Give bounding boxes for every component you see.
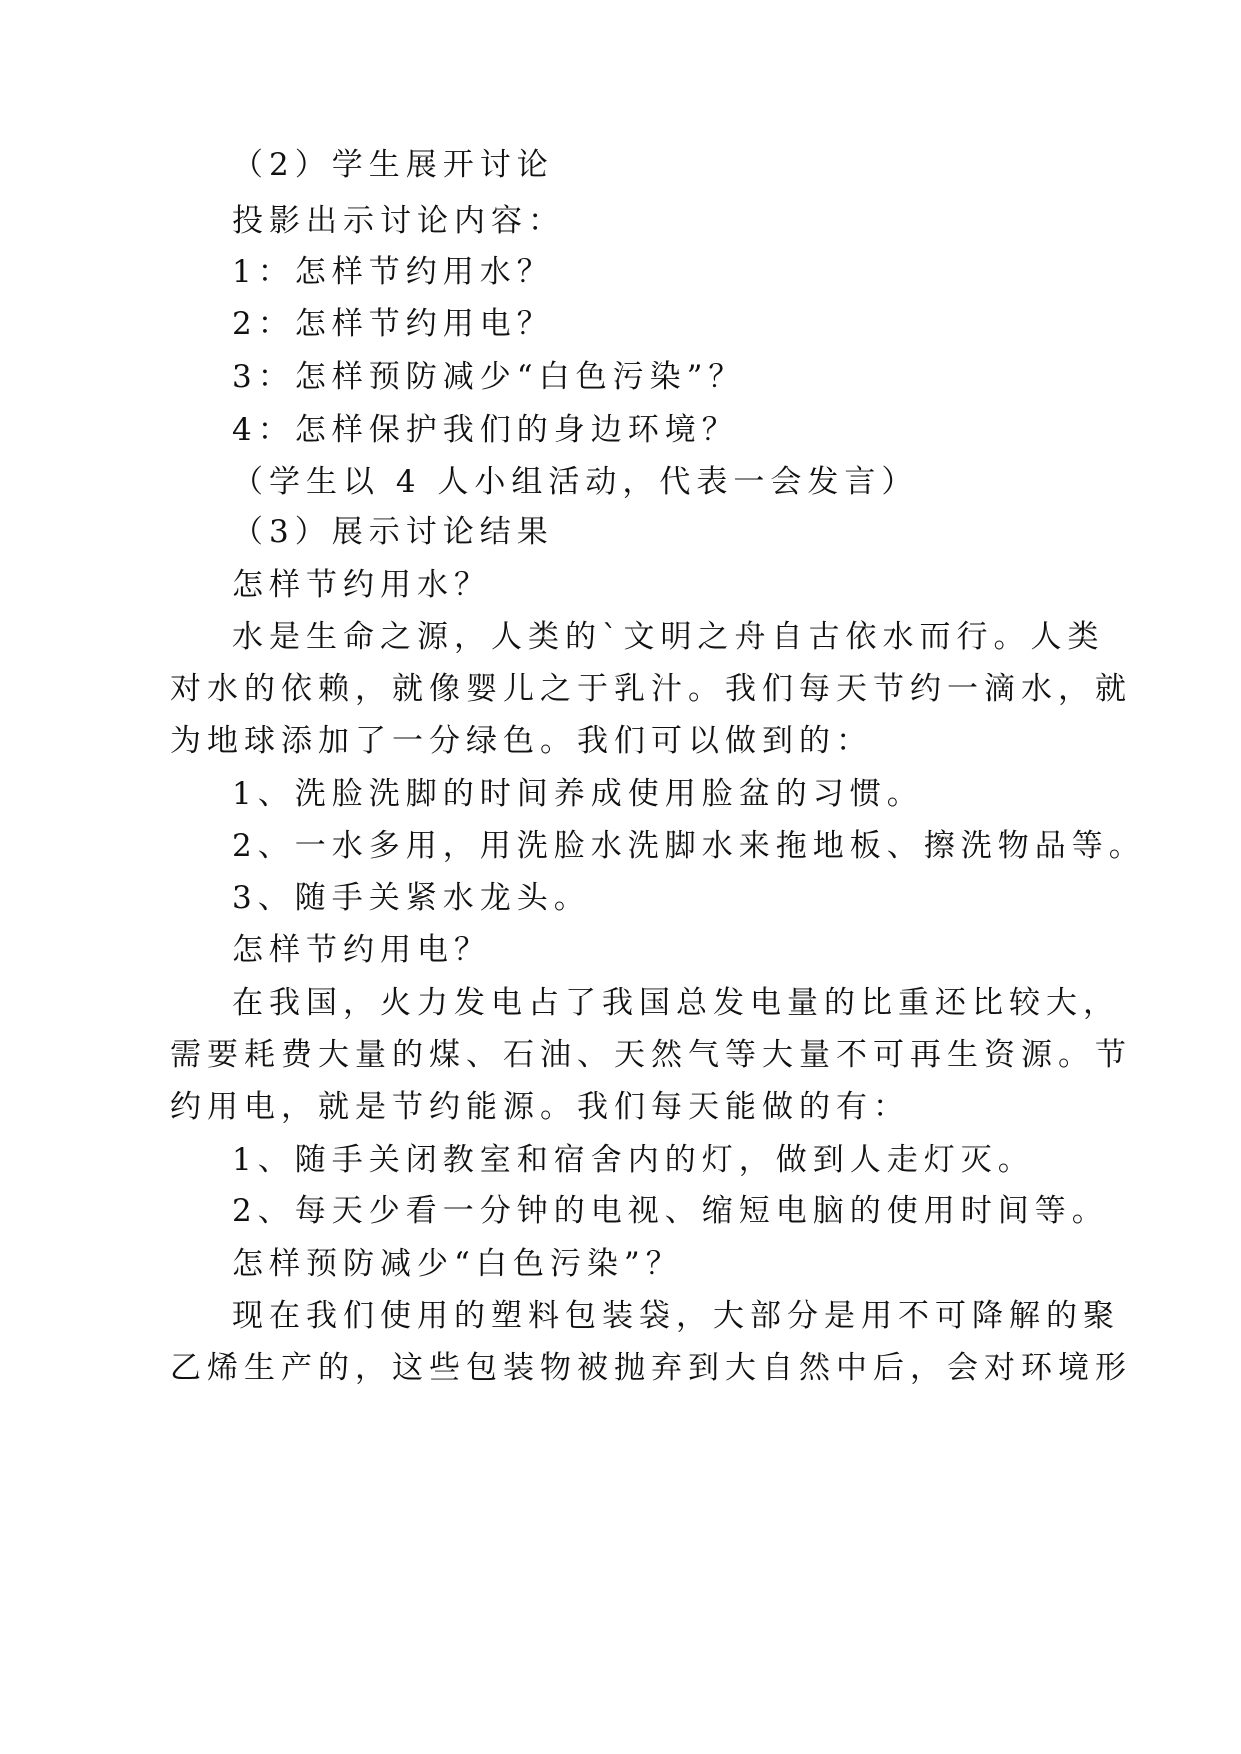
text-line: 怎样节约用电？ [232,932,491,968]
text-line: 4：怎样保护我们的身边环境？ [232,412,739,448]
text-line: （2）学生展开讨论 [232,147,554,183]
text-line: 怎样预防减少“白色污染”？ [232,1246,683,1282]
text-line: 在我国，火力发电占了我国总发电量的比重还比较大， [232,985,1120,1021]
text-line: 3：怎样预防减少“白色污染”？ [232,359,746,395]
text-line: 3、随手关紧水龙头。 [232,880,591,916]
text-line: （学生以 4 人小组活动，代表一会发言） [232,464,919,500]
text-line: 1、洗脸洗脚的时间养成使用脸盆的习惯。 [232,776,924,812]
text-line: （3）展示讨论结果 [232,514,554,550]
text-line: 对水的依赖，就像婴儿之于乳汁。我们每天节约一滴水，就 [170,671,1132,707]
text-line: 投影出示讨论内容： [232,203,565,239]
text-line: 乙烯生产的，这些包装物被抛弃到大自然中后，会对环境形 [170,1350,1132,1386]
text-line: 现在我们使用的塑料包装袋，大部分是用不可降解的聚 [232,1298,1120,1334]
text-line: 怎样节约用水？ [232,567,491,603]
text-line: 约用电，就是节约能源。我们每天能做的有： [170,1089,910,1125]
text-line: 2、每天少看一分钟的电视、缩短电脑的使用时间等。 [232,1193,1109,1229]
text-line: 需要耗费大量的煤、石油、天然气等大量不可再生资源。节 [170,1037,1132,1073]
text-line: 1、随手关闭教室和宿舍内的灯，做到人走灯灭。 [232,1142,1035,1178]
text-line: 2、一水多用，用洗脸水洗脚水来拖地板、擦洗物品等。 [232,828,1146,864]
text-line: 为地球添加了一分绿色。我们可以做到的： [170,723,873,759]
text-line: 1：怎样节约用水？ [232,254,554,290]
text-line: 2：怎样节约用电？ [232,306,554,342]
text-line: 水是生命之源，人类的`文明之舟自古依水而行。人类 [232,619,1105,655]
